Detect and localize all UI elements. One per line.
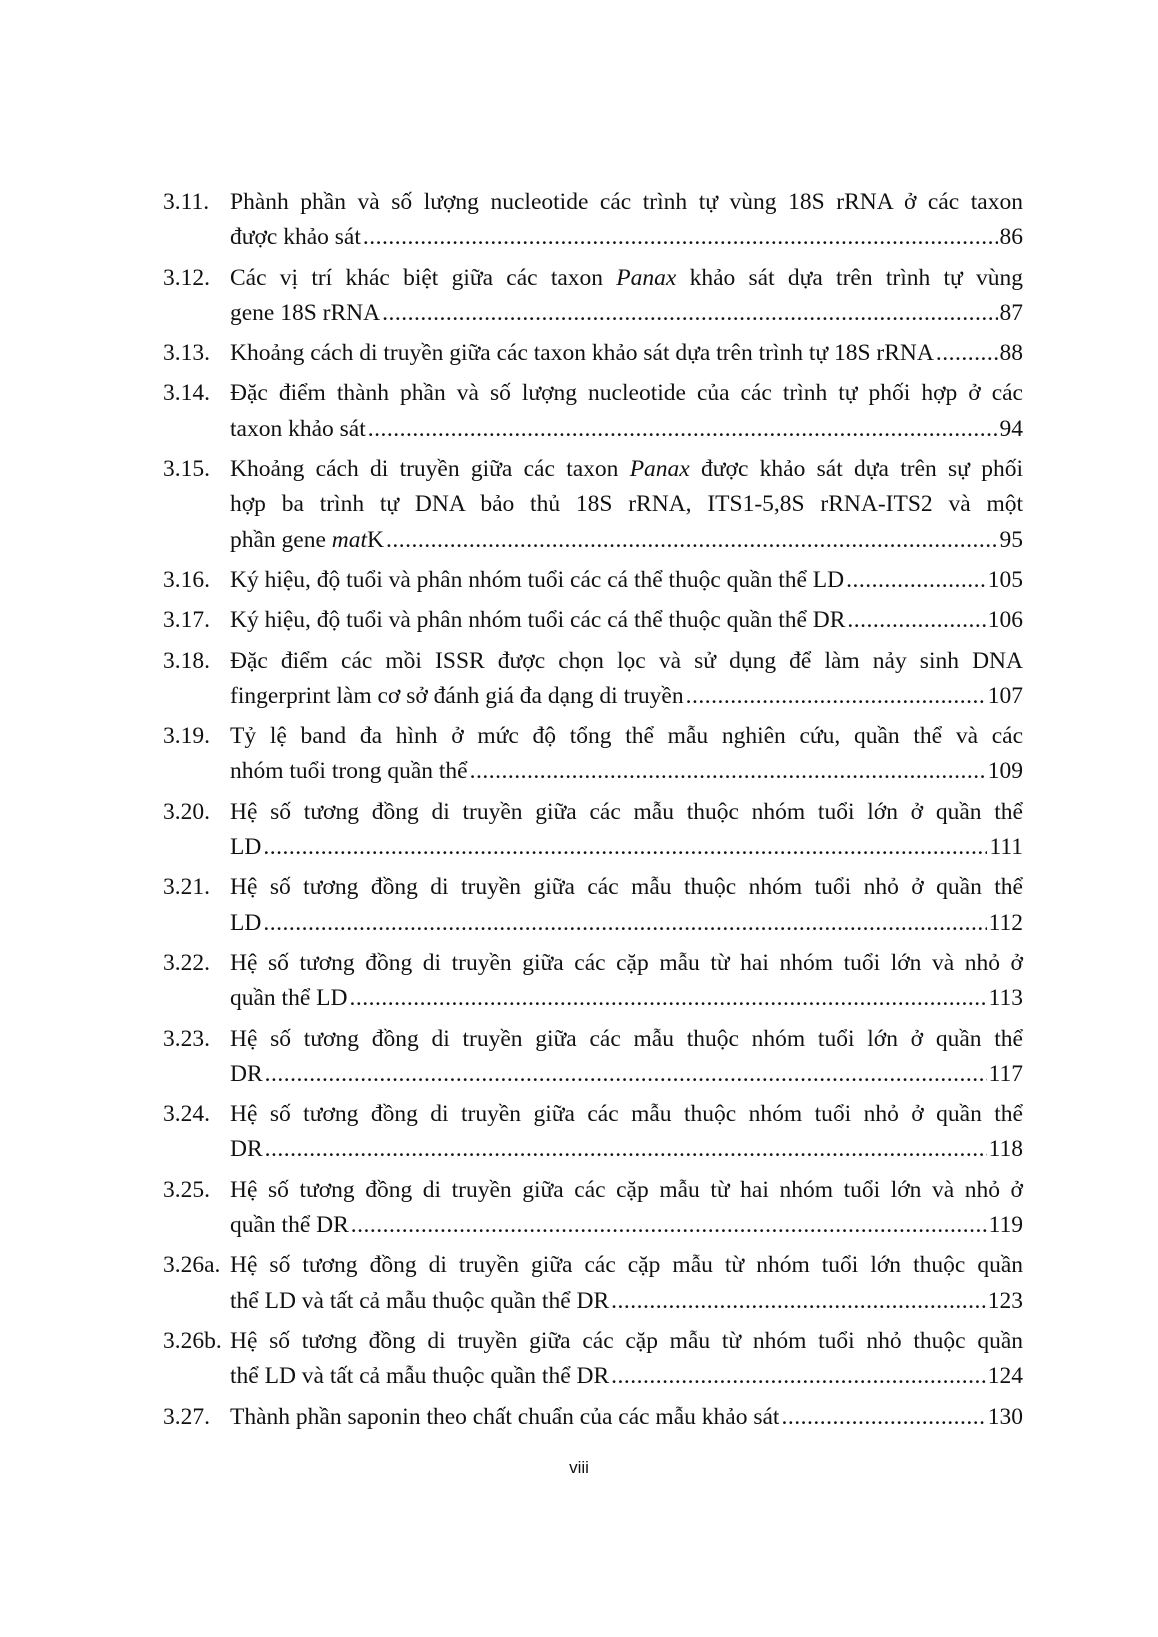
entry-page-number: 117	[988, 1060, 1023, 1087]
entry-title-end: phần gene matK	[230, 526, 385, 553]
entry-page-number: 123	[987, 1287, 1023, 1314]
entry-number: 3.13.	[163, 340, 210, 367]
entry-title-end: DR	[230, 1060, 263, 1087]
dot-leader	[349, 981, 986, 1016]
toc-entry-3-27[interactable]	[163, 1400, 1023, 1435]
dot-leader	[847, 603, 985, 638]
entry-page-number: 94	[999, 415, 1023, 442]
entry-number: 3.21.	[163, 874, 210, 901]
dot-leader	[611, 1284, 986, 1319]
entry-title-line: Hệ số tương đồng di truyền giữa các cặp mẫu từ hai nhóm tuổi lớn và nhỏ ở	[230, 949, 1023, 976]
toc-entry-3-26a[interactable]	[163, 1248, 1023, 1319]
dot-leader	[351, 1208, 987, 1243]
toc-entry-3-24[interactable]	[163, 1097, 1023, 1168]
toc-entry-3-13[interactable]	[163, 336, 1023, 371]
toc-entry-3-22[interactable]	[163, 946, 1023, 1017]
toc-entry-3-19[interactable]	[163, 719, 1023, 790]
entry-number: 3.26b.	[163, 1327, 222, 1354]
entry-title-line: Phành phần và số lượng nucleotide các trình tự vùng 18S rRNA ở các taxon	[230, 189, 1023, 215]
entry-title-end: Ký hiệu, độ tuổi và phân nhóm tuổi các cá thể thuộc quần thể LD	[230, 566, 845, 593]
entry-number: 3.18.	[163, 647, 210, 674]
entry-number: 3.24.	[163, 1101, 210, 1128]
entry-title-end: thể LD và tất cả mẫu thuộc quần thể DR	[230, 1287, 610, 1314]
toc-entry-3-25[interactable]	[163, 1173, 1023, 1244]
dot-leader	[470, 754, 986, 789]
entry-page-number: 87	[999, 299, 1023, 326]
dot-leader	[363, 220, 998, 255]
entry-title-line: Khoảng cách di truyền giữa các taxon Panax được khảo sát dựa trên sự phối	[230, 456, 1023, 483]
entry-number: 3.11.	[163, 189, 210, 215]
entry-number: 3.27.	[163, 1403, 210, 1430]
toc-entry-3-14[interactable]	[163, 376, 1023, 447]
entry-number: 3.14.	[163, 380, 210, 407]
dot-leader	[686, 679, 986, 714]
dot-leader	[386, 523, 997, 558]
entry-title-end: fingerprint làm cơ sở đánh giá đa dạng di truyền	[230, 682, 684, 709]
toc-entry-3-15[interactable]	[163, 452, 1023, 558]
entry-page-number: 111	[989, 834, 1023, 861]
entry-title-line: Tỷ lệ band đa hình ở mức độ tổng thể mẫu nghiên cứu, quần thể và các	[230, 723, 1023, 750]
entry-number: 3.16.	[163, 566, 210, 593]
dot-leader	[263, 830, 987, 865]
entry-number: 3.23.	[163, 1025, 210, 1052]
entry-page-number: 113	[988, 985, 1023, 1012]
entry-number: 3.22.	[163, 949, 210, 976]
entry-title-end: quần thể DR	[230, 1212, 349, 1239]
entry-number: 3.26a.	[163, 1252, 221, 1279]
dot-leader	[936, 336, 998, 371]
entry-page-number: 86	[999, 224, 1023, 251]
entry-title-line: Hệ số tương đồng di truyền giữa các mẫu thuộc nhóm tuổi lớn ở quần thể	[230, 1025, 1023, 1052]
entry-number: 3.25.	[163, 1176, 210, 1203]
entry-title-line: Đặc điểm thành phần và số lượng nucleotide của các trình tự phối hợp ở các	[230, 380, 1023, 407]
entry-number: 3.17.	[163, 607, 210, 634]
toc-entry-3-17[interactable]	[163, 603, 1023, 638]
entry-title-end: thể LD và tất cả mẫu thuộc quần thể DR	[230, 1363, 610, 1390]
entry-number: 3.15.	[163, 456, 210, 483]
entry-title-line: Hệ số tương đồng di truyền giữa các mẫu thuộc nhóm tuổi nhỏ ở quần thể	[230, 1101, 1023, 1128]
entry-title-end: taxon khảo sát	[230, 415, 366, 442]
dot-leader	[781, 1400, 985, 1435]
entry-page-number: 130	[987, 1403, 1023, 1430]
entry-page-number: 109	[987, 758, 1023, 785]
entry-number: 3.20.	[163, 798, 210, 825]
toc-entry-3-20[interactable]	[163, 795, 1023, 866]
entry-title-end: nhóm tuổi trong quần thể	[230, 758, 468, 785]
entry-page-number: 124	[987, 1363, 1023, 1390]
entry-title-line: Các vị trí khác biệt giữa các taxon Panax khảo sát dựa trên trình tự vùng	[230, 264, 1023, 291]
dot-leader	[265, 1132, 987, 1167]
toc-entry-3-18[interactable]	[163, 644, 1023, 715]
entry-number: 3.19.	[163, 723, 210, 750]
toc-entry-3-12[interactable]	[163, 261, 1023, 332]
dot-leader	[263, 906, 986, 941]
entry-page-number: 118	[988, 1136, 1023, 1163]
entry-title-end: Khoảng cách di truyền giữa các taxon khảo sát dựa trên trình tự 18S rRNA	[230, 340, 934, 367]
entry-page-number: 107	[987, 682, 1023, 709]
entry-page-number: 106	[987, 607, 1023, 634]
entry-title-end: gene 18S rRNA	[230, 299, 381, 326]
entry-title-end: quần thể LD	[230, 985, 348, 1012]
dot-leader	[382, 296, 997, 331]
entry-page-number: 88	[999, 340, 1023, 367]
toc-entry-3-16[interactable]	[163, 563, 1023, 598]
toc-entry-3-21[interactable]	[163, 870, 1023, 941]
entry-page-number: 112	[988, 909, 1023, 936]
entry-title-end: Thành phần saponin theo chất chuẩn của các mẫu khảo sát	[230, 1403, 780, 1430]
entry-title-line: hợp ba trình tự DNA bảo thủ 18S rRNA, ITS1-5,8S rRNA-ITS2 và một	[230, 491, 1023, 518]
entry-page-number: 95	[999, 526, 1023, 553]
entry-title-end: LD	[230, 834, 262, 861]
entry-title-line: Hệ số tương đồng di truyền giữa các cặp mẫu từ nhóm tuổi nhỏ thuộc quần	[230, 1327, 1023, 1354]
list-of-tables	[163, 185, 1023, 1440]
entry-title-line: Hệ số tương đồng di truyền giữa các cặp mẫu từ hai nhóm tuổi lớn và nhỏ ở	[230, 1176, 1023, 1203]
toc-entry-3-23[interactable]	[163, 1022, 1023, 1093]
entry-title-line: Hệ số tương đồng di truyền giữa các mẫu thuộc nhóm tuổi lớn ở quần thể	[230, 798, 1023, 825]
entry-page-number: 105	[987, 566, 1023, 593]
entry-title-end: DR	[230, 1136, 263, 1163]
entry-title-end: được khảo sát	[230, 224, 361, 251]
entry-title-end: LD	[230, 909, 262, 936]
entry-title-line: Hệ số tương đồng di truyền giữa các cặp mẫu từ nhóm tuổi lớn thuộc quần	[230, 1252, 1023, 1279]
entry-title-end: Ký hiệu, độ tuổi và phân nhóm tuổi các cá thể thuộc quần thể DR	[230, 607, 846, 634]
page-footer-number: viii	[569, 1458, 589, 1477]
entry-page-number: 119	[988, 1212, 1023, 1239]
dot-leader	[846, 563, 986, 598]
dot-leader	[368, 412, 998, 447]
toc-entry-3-11[interactable]	[163, 185, 1023, 256]
dot-leader	[265, 1057, 987, 1092]
toc-entry-3-26b[interactable]	[163, 1324, 1023, 1395]
entry-title-line: Đặc điểm các mồi ISSR được chọn lọc và sử dụng để làm nảy sinh DNA	[230, 647, 1023, 674]
dot-leader	[611, 1359, 986, 1394]
entry-number: 3.12.	[163, 264, 210, 291]
entry-title-line: Hệ số tương đồng di truyền giữa các mẫu thuộc nhóm tuổi nhỏ ở quần thể	[230, 874, 1023, 901]
